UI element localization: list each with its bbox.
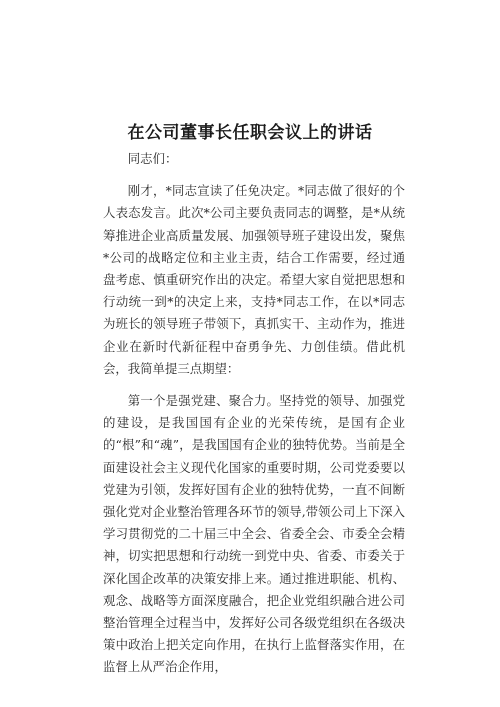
document-body [103, 148, 405, 689]
salutation: 同志们： [127, 151, 178, 166]
paragraph-2: 第一个是强党建、聚合力。坚持党的领导、加强党的建设，是我国国有企业的光荣传统，是国有企业的“根”和“魂”，是我国国有企业的独特优势。当前是全面建设社会主义现代化国家的重要时期，公司党委要以党建为引领，发挥好国有企业的独特优势，一直不间断强化党对企业整治管理各环节的领导,带领公司上下深入学习贯彻党的二十届三中全会、省委全会、市委全会精神，切实把思想和行动统一到党中央、省委、市委关于深化国企改革的决策安排上来。通过推进职能、机构、观念、战略等方面深度融合，把企业党组织融合进公司整治管理全过程当中，发挥好公司各级党组织在各级决策中政治上把关定向作用，在执行上监督落实作用，在监督上从严治企作用， [103, 393, 405, 675]
paragraph-1: 刚才，*同志宣读了任免决定。*同志做了很好的个人表态发言。此次*公司主要负责同志的调整，是*从统筹推进企业高质量发展、加强领导班子建设出发，聚焦*公司的战略定位和主业主责，结合工作需要，经过通盘考虑、慎重研究作出的决定。希望大家自觉把思想和行动统一到*的决定上来，支持*同志工作，在以*同志为班长的领导班子带领下，真抓实干、主动作为，推进企业在新时代新征程中奋勇争先、力创佳绩。借此机会，我简单提三点期望： [103, 183, 405, 376]
document-title: 在公司董事长任职会议上的讲话 [127, 123, 373, 143]
